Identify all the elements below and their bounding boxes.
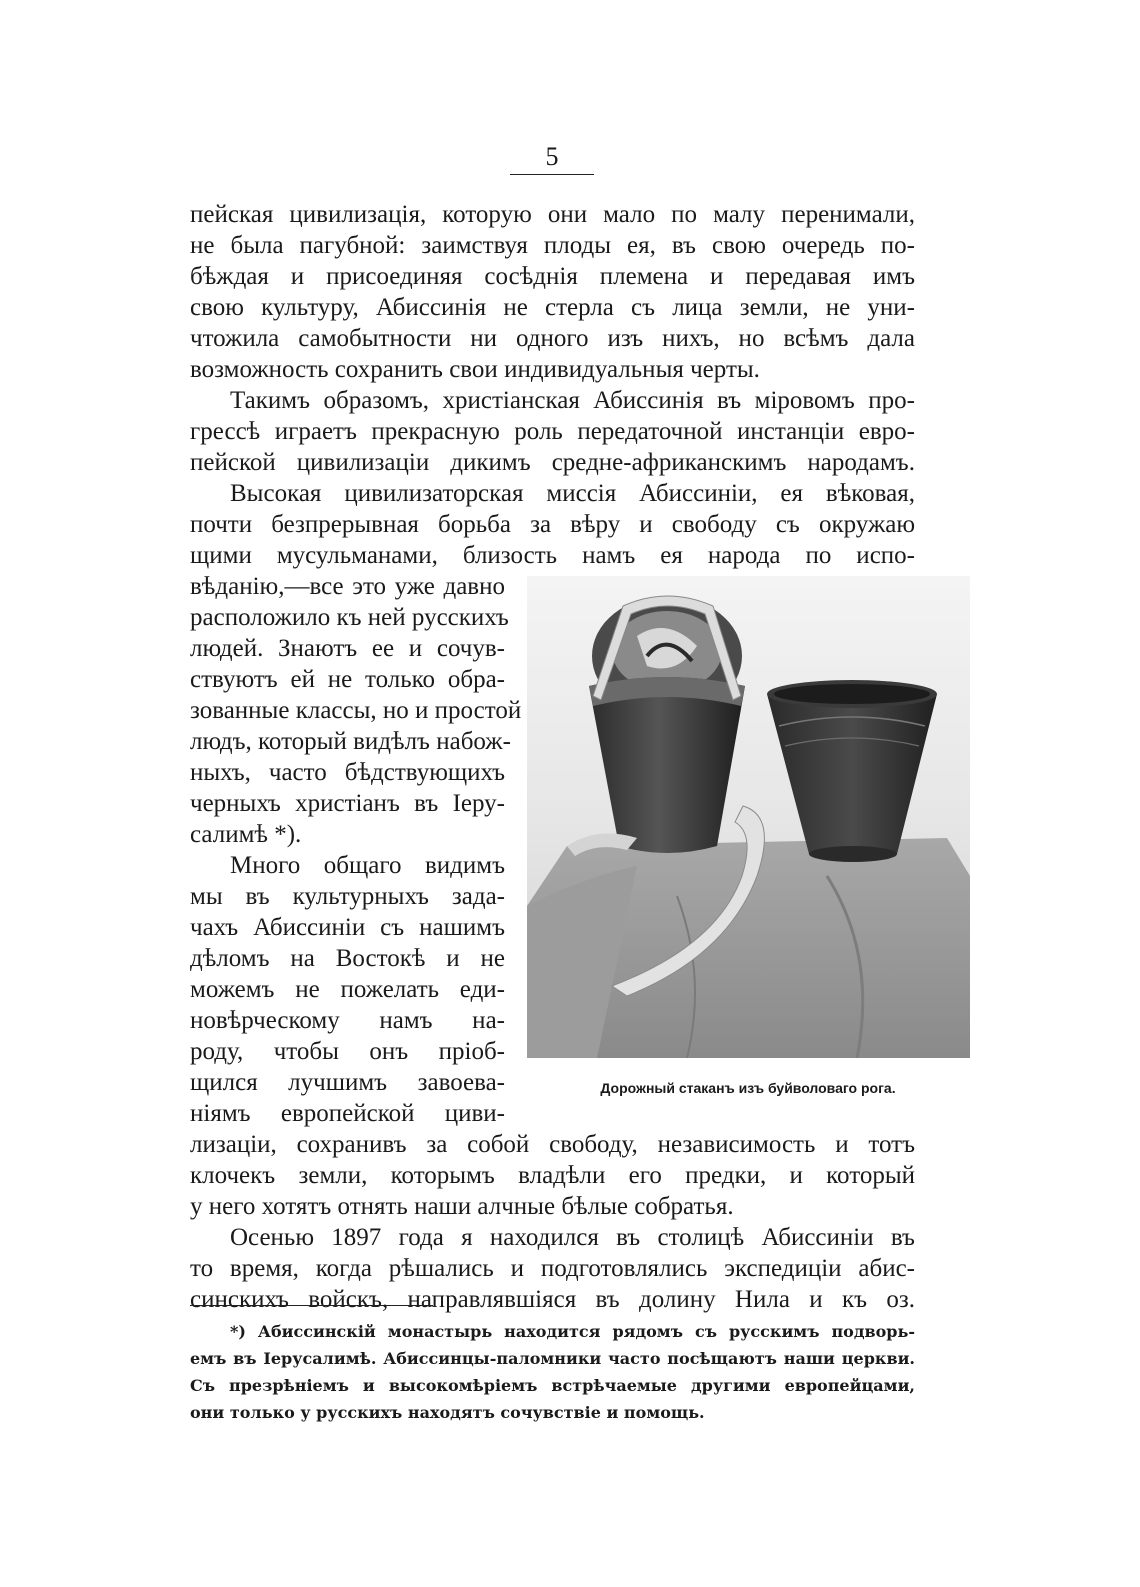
text-line: грессѣ играетъ прекрасную роль передаточной инстанціи евро-	[190, 418, 915, 445]
footnote-line: *) Абиссинскій монастырь находится рядомъ съ русскимъ подворь-	[230, 1322, 915, 1341]
text-line: возможность сохранить свои индивидуальныя черты.	[190, 356, 760, 383]
text-line: щими мусульманами, близость намъ ея народа по испо-	[190, 542, 915, 569]
text-line: не была пагубной: заимствуя плоды ея, въ свою очередь по-	[190, 232, 915, 259]
text-line: почти безпрерывная борьба за вѣру и свободу съ окружаю	[190, 511, 915, 538]
text-line: можемъ не пожелать еди-	[190, 976, 505, 1003]
text-line: Осенью 1897 года я находился въ столицѣ Абиссиніи въ	[230, 1224, 915, 1251]
page-number: 5	[510, 140, 594, 175]
footnote-line: Съ презрѣніемъ и высокомѣріемъ встрѣчаемые другими европейцами,	[190, 1376, 915, 1395]
text-line: у него хотятъ отнять наши алчные бѣлые собратья.	[190, 1193, 734, 1220]
horn-cups-illustration	[527, 576, 970, 1058]
text-line: щился лучшимъ завоева-	[190, 1069, 505, 1096]
text-line: роду, чтобы онъ пріоб-	[190, 1038, 505, 1065]
footnote-line: емъ въ Іерусалимѣ. Абиссинцы-паломники часто посѣщаютъ наши церкви.	[190, 1349, 915, 1368]
text-line: бѣждая и присоединяя сосѣднія племена и передавая имъ	[190, 263, 915, 290]
text-line: ніямъ европейской циви-	[190, 1100, 505, 1127]
text-line: зованные классы, но и простой	[190, 697, 522, 724]
text-line: Много общаго видимъ	[230, 852, 505, 879]
text-line: ствуютъ ей не только обра-	[190, 666, 505, 693]
text-line: то время, когда рѣшались и подготовлялись экспедиціи абис-	[190, 1255, 915, 1282]
text-line: новѣрческому намъ на-	[190, 1007, 505, 1034]
text-line: чахъ Абиссиніи съ нашимъ	[190, 914, 505, 941]
text-line: дѣломъ на Востокѣ и не	[190, 945, 505, 972]
text-line: мы въ культурныхъ зада-	[190, 883, 505, 910]
text-line: Такимъ образомъ, христіанская Абиссинія въ міровомъ про-	[230, 387, 915, 414]
text-line: ныхъ, часто бѣдствующихъ	[190, 759, 505, 786]
text-line: свою культуру, Абиссинія не стерла съ лица земли, не уни-	[190, 294, 915, 321]
text-line: людей. Знаютъ ее и сочув-	[190, 635, 505, 662]
text-line: лизаціи, сохранивъ за собой свободу, независимость и тотъ	[190, 1131, 915, 1158]
text-line: вѣданію,—все это уже давно	[190, 573, 505, 600]
text-line: Высокая цивилизаторская миссія Абиссиніи, ея вѣковая,	[230, 480, 915, 507]
text-line: черныхъ христіанъ въ Іеру-	[190, 790, 505, 817]
text-line: расположило къ ней русскихъ	[190, 604, 509, 631]
footnote-line: они только у русскихъ находятъ сочувствіе и помощь.	[190, 1403, 705, 1422]
figure-caption: Дорожный стаканъ изъ буйволоваго рога.	[600, 1080, 896, 1096]
text-line: салимѣ *).	[190, 821, 302, 848]
footnote-rule	[190, 1305, 433, 1306]
text-line: пейская цивилизація, которую они мало по малу перенимали,	[190, 201, 915, 228]
text-line: клочекъ земли, которымъ владѣли его предки, и который	[190, 1162, 915, 1189]
figure-photo	[527, 576, 970, 1058]
text-line: людъ, который видѣлъ набож-	[190, 728, 511, 755]
text-line: пейской цивилизаціи дикимъ средне-африканскимъ народамъ.	[190, 449, 915, 476]
text-line: чтожила самобытности ни одного изъ нихъ, но всѣмъ дала	[190, 325, 915, 352]
text-line: синскихъ войскъ, направлявшіяся въ долину Нила и къ оз.	[190, 1286, 915, 1313]
